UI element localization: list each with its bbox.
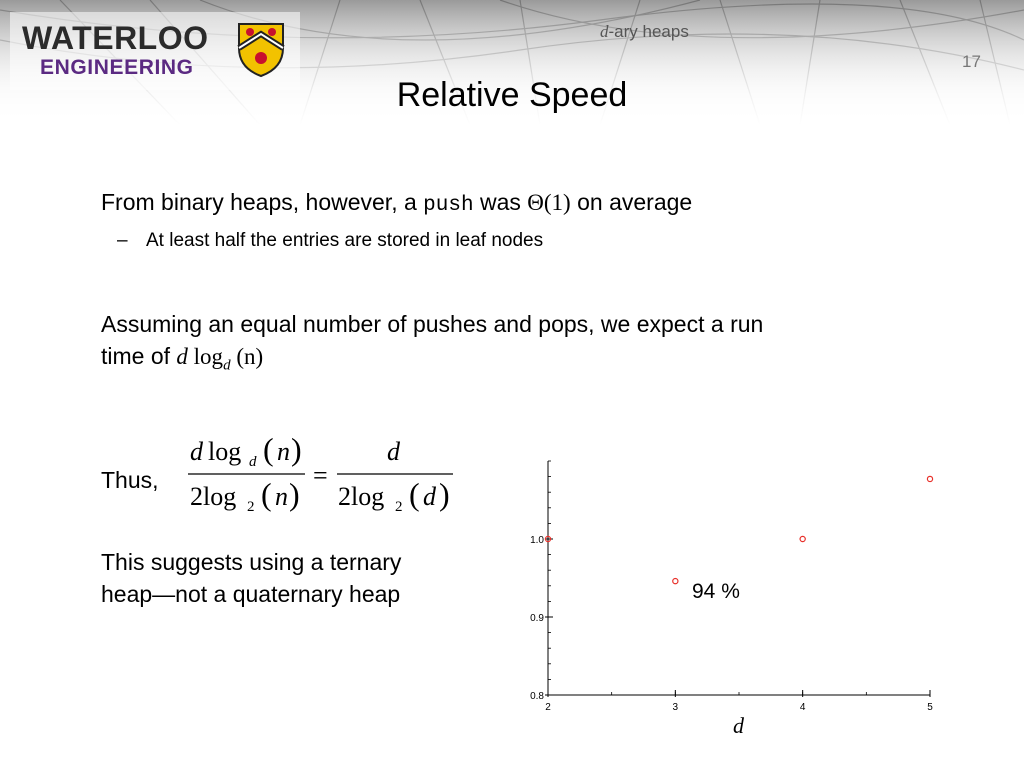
- x-tick-label: 5: [927, 702, 933, 713]
- formula-den-right-sub: 2: [395, 499, 403, 515]
- slide-number: 17: [962, 52, 981, 71]
- data-point: [673, 579, 678, 584]
- logo-engineering: ENGINEERING: [40, 56, 194, 79]
- x-axis-label: d: [733, 713, 744, 738]
- university-crest-icon: [237, 22, 285, 78]
- formula-equals: =: [313, 461, 328, 490]
- math-theta-1: Θ(1): [527, 190, 571, 215]
- chart-axes: [548, 461, 930, 695]
- bullet-leaf-nodes: At least half the entries are stored in leaf nodes: [146, 230, 544, 251]
- text-line-runtime: [101, 340, 263, 382]
- y-tick-label: 0.8: [530, 691, 544, 702]
- formula-paren: ): [439, 476, 450, 512]
- formula-paren: ): [289, 476, 300, 512]
- formula-num-left-log: log: [208, 437, 242, 466]
- text-suggest-line1: This suggests using a ternary: [101, 549, 402, 575]
- y-tick-label: 0.9: [530, 613, 544, 624]
- header-topic-var: d: [600, 22, 609, 41]
- x-tick-label: 2: [545, 702, 551, 713]
- text-line-binary-heaps: [101, 186, 692, 222]
- bullet-dash: –: [117, 230, 128, 251]
- formula-paren: (: [261, 476, 272, 512]
- text-segment: was: [473, 189, 528, 215]
- formula-den-left-coef: 2log: [190, 482, 237, 511]
- x-tick-label: 4: [799, 702, 806, 713]
- code-push: push: [423, 194, 474, 217]
- formula-den-right-coef: 2log: [338, 482, 385, 511]
- header-topic-rest: -ary heaps: [608, 22, 689, 41]
- math-log: log: [187, 344, 224, 369]
- formula-den-left-sub: 2: [247, 499, 255, 515]
- header-topic: [600, 22, 689, 42]
- slide-title: Relative Speed: [396, 76, 628, 114]
- ratio-formula: [185, 428, 465, 528]
- x-tick-label: 3: [672, 702, 679, 713]
- formula-den-left-arg: n: [275, 482, 288, 511]
- math-log-sub: d: [223, 357, 231, 374]
- formula-den-right-arg: d: [423, 482, 436, 511]
- y-tick-label: 1.0: [530, 535, 544, 546]
- formula-num-right: d: [387, 437, 400, 466]
- math-arg-n: (n): [230, 344, 264, 369]
- text-segment: From binary heaps, however, a: [101, 189, 424, 215]
- formula-paren: ): [291, 431, 302, 467]
- text-line-assuming: Assuming an equal number of pushes and pops, we expect a run: [101, 311, 764, 337]
- data-point: [800, 536, 805, 541]
- text-thus: Thus,: [101, 467, 159, 493]
- logo-waterloo: WATERLOO: [22, 20, 209, 56]
- formula-num-left-arg: n: [277, 437, 290, 466]
- math-d: d: [176, 344, 188, 369]
- text-suggest-line2: heap—not a quaternary heap: [101, 581, 401, 607]
- formula-num-left-sub: d: [249, 454, 257, 470]
- text-segment: on average: [570, 189, 693, 215]
- text-segment: time of: [101, 343, 177, 369]
- formula-num-left-d: d: [190, 437, 203, 466]
- header-banner: [0, 0, 1024, 125]
- formula-paren: (: [263, 431, 274, 467]
- formula-paren: (: [409, 476, 420, 512]
- data-point: [927, 476, 932, 481]
- chart-annotation-94-percent: 94 %: [692, 580, 740, 603]
- chart-points: [545, 476, 932, 583]
